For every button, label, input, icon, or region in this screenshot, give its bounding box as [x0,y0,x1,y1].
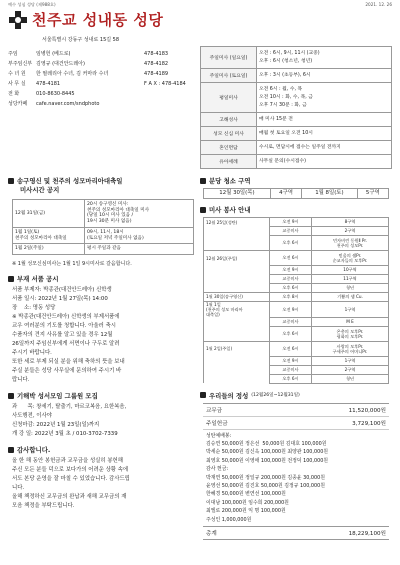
offering-total-row [203,526,389,539]
contact-phone: F A X : 478-4184 [144,81,186,87]
contact-value: 한 필레리아 수녀, 김 커마라 수녀 [36,71,109,77]
service-date [204,317,270,326]
ordination-line: ※ 박종관(대건안드레아) 신학생의 부제서품에 [12,314,120,321]
offering-line: 한혜경 50,000원 변연선 100,000원 [206,491,286,498]
newyear-date: 12월 31일(금) [13,200,85,228]
bullet-icon [200,178,206,184]
service-group: 11구역 [312,275,389,284]
mass-service-title: 미사 봉사 안내 [200,205,392,214]
service-time: 오전 9시 [270,356,312,365]
thanks-line: 서도 본당 운영을 잘 마칠 수 있었습니다. 감사드립 [12,476,130,483]
service-row [204,293,389,302]
mass-label: 성모 신심 미사 [201,127,257,141]
mass-value: 수시로, 면담시에 접수는 일주일 전까지 [257,141,392,155]
newyear-time: 20시 송구영신 미사: 천주의 성모마리아 대축일 미사 (당일 10시 미사 있음 / 19시 30분 미사 없음) [85,200,194,228]
mass-label: 유아세례 [201,155,257,169]
service-row [204,275,389,284]
right-column [200,176,392,540]
service-group: 온총의 모후Pr. 평화의 모후Pr. [312,326,389,341]
bullet-icon [8,178,14,184]
mass-value: 매 미사 15분 전 [257,113,392,127]
contact-phone [144,99,194,109]
contact-label: 전 화 [8,91,20,97]
service-row [204,236,389,251]
service-time: 교중미사 [270,365,312,374]
newyear-row [13,227,194,243]
mass-service-table [203,217,389,384]
service-time: 오전 6시 [270,341,312,356]
contact-list [8,49,194,109]
bible-group-line: 과 목: 창세기, 탈출기, 마르코복음, 요한복음, [12,404,127,411]
service-row [204,266,389,275]
service-group: 2구역 [312,365,389,374]
service-date [204,284,270,293]
mass-row [201,47,392,69]
mass-value: 사무실 문의(수시접수) [257,155,392,169]
mass-row [201,127,392,141]
thanks-line: 올해 책정하신 교무금의 완납과 새해 교무금의 재 [12,494,127,501]
offering-line: 성탄예배봉: [206,432,232,439]
mass-row [201,113,392,127]
contact-row [8,79,194,89]
offering-title: 우리들의 정성 (12월26일~12월31일) [200,391,392,400]
parish-logo-icon [8,10,28,30]
service-date: 12월 26일(주일) [204,251,270,266]
service-row [204,218,389,227]
ordination-line: 교우 여러분의 기도를 청합니다. 아울러 축시 [12,323,117,330]
thanks-line: 올 한 해 동안 봉헌금과 교무금을 성실히 봉헌해 [12,458,123,465]
offering-line: 최엘로 200,000원 익 명 100,000원 [206,508,286,515]
contact-value: cafe.naver.com/sndphoto [36,101,100,107]
service-time: 교중미사 [270,275,312,284]
offering-line: 이대남 100,000원 임수희 200,000원 [206,499,289,506]
service-time: 오후 8시 [270,293,312,302]
service-time: 오후 6시 [270,326,312,341]
service-date [204,266,270,275]
thanks-title: 감사합니다. [8,445,198,454]
contact-label: 부주임신부 [8,61,33,67]
service-group: 기쁨의 샘 Cu. [312,293,389,302]
bible-group-line: 개 강 일: 2022년 3월 초 / 010-3702-7339 [12,431,118,438]
cleaning-cell: 5구역 [357,189,388,199]
service-date [204,365,270,374]
service-group: 민자비린 동원Ⅱ Pr. 천주의 성모Pr. [312,236,389,251]
offering-line: 김승연 50,000원 정은선 50,000원 김대호 100,000원 [206,441,327,447]
service-row [204,251,389,266]
bullet-icon [200,392,206,398]
contact-row [8,99,194,109]
ordination-line: 주시기 바랍니다. [12,350,52,357]
service-row [204,356,389,365]
newyear-date: 1월 1일(토) 천주의 성모마리아 대축일 [13,227,85,243]
offering-total-label: 총계 [206,531,217,538]
offering-summary-value: 11,520,000원 [348,407,386,414]
service-group: 1구역 [312,356,389,365]
service-row [204,227,389,236]
contact-label: 성당카페 [8,101,28,107]
bullet-icon [8,276,14,282]
service-group: 청년 [312,374,389,383]
thanks-line: 주신 모든 분들 덕으로 보다가의 어려운 상황 속에 [12,467,129,474]
offering-summary-label: 교무금 [206,407,223,414]
cleaning-table [203,188,389,199]
ordination-line: 장 소: 명동 성당 [12,305,56,312]
bible-group-title: 기해박 성서모임 그룹원 모집 [8,391,198,400]
offering-total-value: 18,229,100원 [348,531,386,538]
service-group: 8구역 [312,218,389,227]
service-row [204,341,389,356]
offering-summary-label: 주일헌금 [206,420,228,427]
service-date: 12월 25일(성탄) [204,218,270,227]
header-panel [8,9,194,169]
service-date [204,326,270,341]
service-group: 청년 [312,284,389,293]
ordination-line: 서품 일시: 2022년 1월 27일(목) 14:00 [12,296,108,303]
newyear-date: 1월 2일(주일) [13,244,85,255]
contact-label: 수 녀 원 [8,71,26,77]
offering-line: 주성인 1,000,000원 [206,516,252,523]
bulletin-date: 2021. 12. 26 [365,2,392,7]
contact-phone [144,89,194,99]
newyear-mass-title: 송구영신 및 천주의 성모마리아대축일 [8,176,198,185]
service-date [204,374,270,383]
contact-value: 임병헌 (베드로) [36,51,71,57]
offering-line: 박재연 50,000원 정일규 200,000원 김종윤 30,000원 [206,474,325,481]
mass-label: 주일미사 (일요일) [201,47,257,69]
mass-value: 오후 : 3시 (초등부), 6시 [257,69,392,83]
service-date [204,275,270,284]
service-time: 오전 6시 [270,251,312,266]
service-date [204,356,270,365]
mass-value: 매월 첫 토요일 오전 10시 [257,127,392,141]
bullet-icon [200,207,206,213]
bible-group-line: 사도행전, 이사야 [12,413,52,420]
service-time: 오후 6시 [270,374,312,383]
service-group: 1구역 [312,302,389,318]
contact-value: 010-8630-8445 [36,91,75,97]
offering-summary-row [203,404,389,417]
contact-label: 주임 [8,51,18,57]
mass-row [201,141,392,155]
contact-value: 478-4181 [36,81,61,87]
parish-address: 서울특별시 강동구 성내로 15길 58 [42,37,120,43]
mass-value: 오전 6시 : 월, 수, 목 오전 10시 : 화, 수, 목, 금 오후 7시 30분 : 화, 금 [257,83,392,113]
contact-row [8,69,194,79]
service-row [204,284,389,293]
service-row [204,374,389,383]
service-row [204,365,389,374]
newyear-mass-table [12,199,194,255]
ordination-line: 서품 부제자: 박종관(대건안드레아) 신학생 [12,287,112,294]
mass-schedule-table [200,46,392,169]
cleaning-cell: 4구역 [270,189,301,199]
bulletin-number: 예수 성심 성당 (제988호) [8,2,56,7]
bible-group-body [12,403,198,439]
thanks-line: 모음 책정을 부탁드립니다. [12,503,75,510]
service-time: 교중미사 [270,227,312,236]
service-group: 믿음의 샘Pr. 순교자들의 모후Pr. [312,251,389,266]
contact-phone: 478-4183 [144,51,169,57]
cleaning-title: 분당 청소 구역 [200,176,392,185]
service-group: 10구역 [312,266,389,275]
mass-label: 주일미사 (토요일) [201,69,257,83]
offering-line: 박세순 50,000원 김신옥 100,000원 최양관 100,000원 [206,449,329,456]
ordination-line: 랍니다. [12,377,30,384]
newyear-time: 09시, 11시, 18시 (토요일 저녁 주일미사 없음) [85,227,194,243]
contact-value: 김영규 (대건안드레아) [36,61,85,67]
service-row [204,326,389,341]
cleaning-cell: 1월 8일(토) [302,189,357,199]
ordination-line: 26일까지 주임신부에게 서면이나 구두로 알려 [12,341,120,348]
newyear-mass-title2: 미사시간 공지 [20,186,60,194]
service-time: 오전 9시 [270,266,312,275]
bible-group-line: 신청마감: 2022년 1월 23일(일)까지 [12,422,100,429]
contact-row [8,89,194,99]
contact-label: 사 무 실 [8,81,26,87]
mass-label: 평일미사 [201,83,257,113]
cleaning-cell: 12월 30일(목) [204,189,271,199]
service-date [204,227,270,236]
service-date: 1월 2일(주일) [204,341,270,356]
offering-summary-row [203,417,389,430]
ordination-line: 또한 세로 부제 되실 분을 위해 축하의 뜻을 보내 [12,359,125,366]
offering-line: 감사 헌금: [206,466,229,473]
offering-box [203,403,389,540]
offering-line: 윤영선 50,000원 김진호 50,000원 김정규 100,000원 [206,483,325,490]
service-date [204,236,270,251]
offering-summary-value: 3,729,100원 [352,420,386,427]
bullet-icon [8,393,14,399]
service-time: 오전 9시 [270,218,312,227]
ordination-body [12,286,198,385]
service-time: 교중미사 [270,317,312,326]
ordination-title: 부재 서품 공시 [8,274,198,283]
thanks-body [12,457,198,511]
service-date: 1월 30일(송구영신) [204,293,270,302]
mass-row [201,155,392,169]
mass-label: 혼인면담 [201,141,257,155]
ordination-line: 주실 분들은 성당 사무실에 문의하여 주시기 바 [12,368,122,375]
service-row [204,302,389,318]
mass-label: 고해성사 [201,113,257,127]
bullet-icon [8,447,14,453]
newyear-time: 평시 주일과 같음 [85,244,194,255]
contact-phone: 478-4189 [144,71,169,77]
service-date: 1월 1일 (천주의 성모 마리아 대축일) [204,302,270,318]
offering-line: 최영호 50,000원 이영애 100,000원 전정덕 100,000원 [206,457,329,464]
mass-value: 오전 : 6시, 9시, 11시 (교중) 오후 : 6시 (청소년, 청년) [257,47,392,69]
left-column [8,176,198,511]
contact-row [8,59,194,69]
ordination-line: 수품자의 견지 사유를 알고 있을 경우 12월 [12,332,113,339]
contact-row [8,49,194,59]
service-time: 오후 6시 [270,284,312,293]
parish-title: 천주교 성내동 성당 [32,11,164,29]
contact-phone: 478-4182 [144,61,169,67]
service-time: 오전 9시 [270,302,312,318]
mass-row [201,83,392,113]
newyear-row [13,244,194,255]
mass-row [201,69,392,83]
newyear-row [13,200,194,228]
newyear-mass-note: ※ 1월 성모신심미사는 1월 1일 9시미사로 갈음합니다. [12,261,132,268]
service-row [204,317,389,326]
service-group: 2구역 [312,227,389,236]
service-group: M E [312,317,389,326]
service-group: 사랑의 모후Pr. 구세주의 어머니Pr. [312,341,389,356]
thanks-line: 니다. [12,485,25,492]
service-time: 오후 6시 [270,236,312,251]
